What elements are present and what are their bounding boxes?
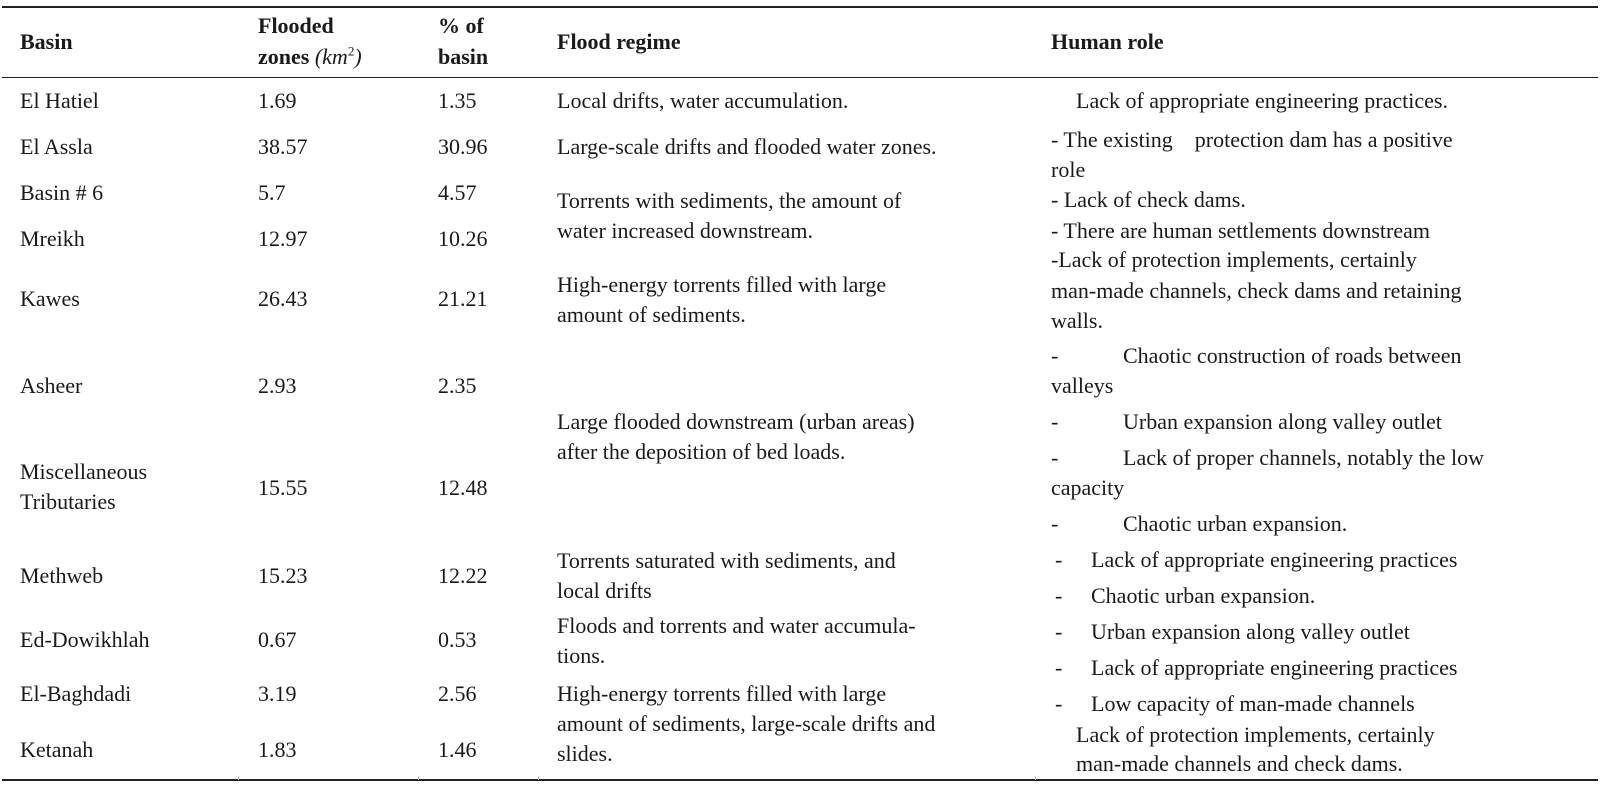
flooded-value: 26.43 — [258, 286, 308, 311]
header-flooded-line1: Flooded — [258, 13, 334, 38]
regime-text: Local drifts, water accumulation. — [557, 88, 849, 113]
pct-value: 21.21 — [438, 286, 488, 311]
regime-text: amount of sediments, large-scale drifts and — [557, 711, 936, 736]
basin-name: Basin # 6 — [20, 180, 104, 205]
regime-text: tions. — [557, 643, 606, 668]
pct-value: 30.96 — [438, 134, 488, 159]
regime-text: water increased downstream. — [557, 218, 813, 243]
basin-name: Mreikh — [20, 226, 85, 251]
header-flooded-line2: zones $(km^2)$ — [258, 43, 362, 69]
human-role-text: walls. — [1051, 308, 1103, 333]
flooded-value: 5.7 — [258, 180, 286, 205]
flooded-value: 3.19 — [258, 681, 297, 706]
human-role-text: role — [1051, 157, 1086, 182]
human-role-text: Lack of appropriate engineering practices. — [1076, 88, 1448, 113]
human-role-dash: - — [1051, 445, 1059, 470]
human-role-text: -Lack of protection implements, certainly — [1051, 247, 1417, 272]
basin-name: El Hatiel — [20, 88, 99, 113]
pct-value: 12.48 — [438, 475, 488, 500]
pct-value: 0.53 — [438, 627, 477, 652]
table-top-rule — [2, 6, 1598, 8]
human-role-text: Urban expansion along valley outlet — [1123, 409, 1442, 434]
human-role-text: Low capacity of man-made channels — [1091, 691, 1415, 716]
human-role-text: Chaotic urban expansion. — [1123, 511, 1348, 536]
regime-text: Large flooded downstream (urban areas) — [557, 409, 915, 434]
human-role-text: Lack of proper channels, notably the low — [1123, 445, 1485, 470]
human-role-dash: - — [1055, 655, 1063, 680]
basin-name: Ed-Dowikhlah — [20, 627, 150, 652]
flooded-value: 2.93 — [258, 373, 297, 398]
human-role-dash: - — [1051, 409, 1059, 434]
pct-value: 10.26 — [438, 226, 488, 251]
human-role-dash: - — [1055, 583, 1063, 608]
basin-name: Methweb — [20, 563, 104, 588]
header-flood-regime: Flood regime — [557, 29, 681, 54]
flooded-value: 38.57 — [258, 134, 308, 159]
basin-name: El-Baghdadi — [20, 681, 132, 706]
regime-text: High-energy torrents filled with large — [557, 681, 887, 706]
human-role-dash: - — [1055, 619, 1063, 644]
human-role-text: Lack of appropriate engineering practices — [1091, 547, 1458, 572]
pct-value: 2.35 — [438, 373, 477, 398]
regime-text: Torrents with sediments, the amount of — [557, 188, 902, 213]
table-bottom-rule — [2, 779, 1598, 781]
regime-text: local drifts — [557, 578, 652, 603]
pct-value: 4.57 — [438, 180, 477, 205]
basin-name: Ketanah — [20, 737, 94, 762]
pct-value: 1.46 — [438, 737, 477, 762]
human-role-text: Lack of appropriate engineering practices — [1091, 655, 1458, 680]
regime-text: after the deposition of bed loads. — [557, 439, 846, 464]
human-role-text: - The existing protection dam has a positive — [1051, 127, 1453, 152]
pct-value: 1.35 — [438, 88, 477, 113]
regime-text: Torrents saturated with sediments, and — [557, 548, 896, 573]
flooded-value: 12.97 — [258, 226, 308, 251]
regime-text: High-energy torrents filled with large — [557, 272, 887, 297]
human-role-text: Chaotic construction of roads between — [1123, 343, 1462, 368]
basin-name: Tributaries — [20, 489, 116, 514]
human-role-text: valleys — [1051, 373, 1114, 398]
col-divider — [238, 776, 239, 780]
regime-text: Floods and torrents and water accumula- — [557, 613, 916, 638]
human-role-text: Chaotic urban expansion. — [1091, 583, 1316, 608]
regime-text: amount of sediments. — [557, 302, 746, 327]
human-role-dash: - — [1051, 343, 1059, 368]
human-role-text: Urban expansion along valley outlet — [1091, 619, 1410, 644]
human-role-text: - Lack of check dams. — [1051, 187, 1246, 212]
flooded-value: 0.67 — [258, 627, 297, 652]
human-role-dash: - — [1055, 547, 1063, 572]
col-divider — [1035, 776, 1036, 780]
basin-name: Miscellaneous — [20, 459, 148, 484]
human-role-text: - There are human settlements downstream — [1051, 218, 1430, 243]
flooded-value: 1.83 — [258, 737, 297, 762]
flooded-value: 15.23 — [258, 563, 308, 588]
header-bottom-rule — [2, 77, 1598, 78]
flooded-value: 15.55 — [258, 475, 308, 500]
header-basin: Basin — [20, 29, 73, 54]
header-human-role: Human role — [1051, 29, 1164, 54]
human-role-text: capacity — [1051, 475, 1125, 500]
pct-value: 2.56 — [438, 681, 477, 706]
pct-value: 12.22 — [438, 563, 488, 588]
human-role-text: man-made channels and check dams. — [1076, 751, 1403, 776]
regime-text: slides. — [557, 741, 613, 766]
basin-name: El Assla — [20, 134, 93, 159]
header-pct-line2: basin — [438, 44, 489, 69]
human-role-text: man-made channels, check dams and retaining — [1051, 278, 1462, 303]
human-role-dash: - — [1055, 691, 1063, 716]
flooded-value: 1.69 — [258, 88, 297, 113]
header-pct-line1: % of — [438, 13, 484, 38]
basin-name: Asheer — [20, 373, 83, 398]
col-divider — [538, 776, 539, 780]
col-divider — [418, 776, 419, 780]
regime-text: Large-scale drifts and flooded water zones. — [557, 134, 937, 159]
basin-name: Kawes — [20, 286, 80, 311]
human-role-dash: - — [1051, 511, 1059, 536]
human-role-text: Lack of protection implements, certainly — [1076, 722, 1435, 747]
